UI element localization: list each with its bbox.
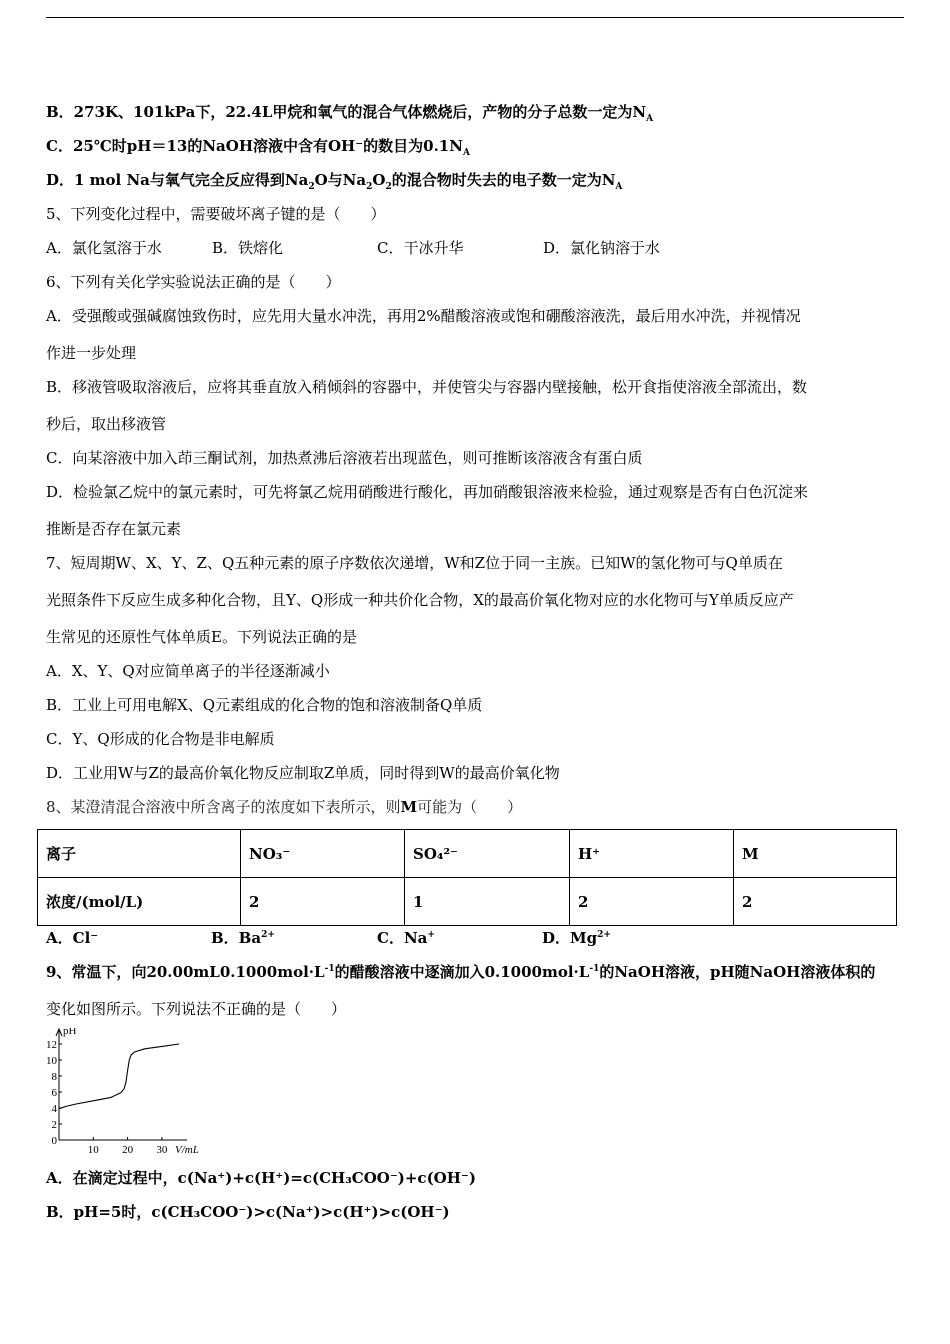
option-line: B．273K、101kPa下，22.4L甲烷和氧气的混合气体燃烧后，产物的分子总数一定为$N_A$	[46, 103, 654, 124]
q9-option-b: B．pH=5时，c(CH₃COO⁻)>c(Na⁺)>c(H⁺)>c(OH⁻)	[46, 1203, 450, 1221]
table-cell: 2	[241, 878, 405, 926]
y-tick-label: 0	[51, 1135, 57, 1147]
q7-option-a: A．X、Y、Q对应简单离子的半径逐渐减小	[46, 662, 330, 680]
q8-options	[46, 928, 611, 948]
q5-options	[46, 238, 660, 258]
question-5: 5、下列变化过程中，需要破坏离子键的是（ ）	[46, 205, 386, 223]
y-tick-label: 6	[51, 1087, 57, 1099]
q8-option-d: D．$Mg^{2+}$	[542, 929, 611, 947]
y-tick-label: 8	[51, 1071, 57, 1083]
q6-option-a-line2: 作进一步处理	[46, 344, 137, 362]
question-8: 8、某澄清混合溶液中所含离子的浓度如下表所示，则M可能为（ ）	[46, 798, 523, 816]
q8-option-c: C．Na+	[377, 929, 435, 947]
table-header-cell: 离子	[38, 830, 241, 878]
q8-option-b: B．$Ba^{2+}$	[211, 929, 275, 947]
x-tick-label: 10	[87, 1144, 99, 1156]
q6-option-b-line2: 秒后，取出移液管	[46, 415, 167, 433]
q5-option-c: C．干冰升华	[377, 239, 464, 257]
question-9-line1: 9、常温下，向$20.00mL0.1000mol\cdot L^{-1}$的醋酸溶液中逐滴加入$0.1000mol\cdot L^{-1}$的NaOH溶液，pH随NaOH溶液体积的	[46, 963, 876, 981]
q9-option-a: A．在滴定过程中，c(Na⁺)+c(H⁺)=c(CH₃COO⁻)+c(OH⁻)	[46, 1169, 476, 1187]
q6-option-d-line1: D．检验氯乙烷中的氯元素时，可先将氯乙烷用硝酸进行酸化，再加硝酸银溶液来检验，通过观察是否有白色沉淀来	[46, 483, 809, 501]
x-tick-label: 30	[156, 1144, 168, 1156]
table-row	[38, 830, 897, 878]
ion-table	[37, 829, 897, 926]
titration-curve-chart	[42, 1028, 202, 1160]
q5-option-b: B．铁熔化	[212, 239, 284, 257]
q6-option-a-line1: A．受强酸或强碱腐蚀致伤时，应先用大量水冲洗，再用2%醋酸溶液或饱和硼酸溶液洗，最后用水冲洗，并视情况	[46, 307, 801, 325]
q7-option-b: B．工业上可用电解X、Q元素组成的化合物的饱和溶液制备Q单质	[46, 696, 483, 714]
q5-option-d: D．氯化钠溶于水	[543, 239, 661, 257]
y-axis-label: pH	[63, 1028, 77, 1037]
q7-option-c: C．Y、Q形成的化合物是非电解质	[46, 730, 275, 748]
table-header-cell: M	[734, 830, 897, 878]
table-header-cell: NO₃⁻	[241, 830, 405, 878]
table-header-cell: H⁺	[570, 830, 734, 878]
header-rule	[46, 17, 904, 18]
q6-option-d-line2: 推断是否存在氯元素	[46, 520, 182, 538]
question-7-line1: 7、短周期W、X、Y、Z、Q五种元素的原子序数依次递增，W和Z位于同一主族。已知W的氢化物可与Q单质在	[46, 554, 783, 572]
table-row	[38, 878, 897, 926]
question-7-line2: 光照条件下反应生成多种化合物，且Y、Q形成一种共价化合物，X的最高价氧化物对应的水化物可与Y单质反应产	[46, 591, 794, 609]
option-line: C．25℃时pH＝13的NaOH溶液中含有OH⁻的数目为$0.1N_A$	[46, 137, 470, 158]
q5-option-a: A．氯化氢溶于水	[46, 239, 162, 257]
question-7-line3: 生常见的还原性气体单质E。下列说法正确的是	[46, 628, 357, 646]
y-tick-label: 12	[46, 1039, 57, 1051]
x-tick-label: 20	[122, 1144, 134, 1156]
q8-option-a: A．Cl⁻	[46, 929, 99, 947]
y-tick-label: 4	[51, 1103, 57, 1115]
table-cell: 浓度/(mol/L)	[38, 878, 241, 926]
x-axis-label: V/mL	[175, 1144, 199, 1156]
table-cell: 2	[734, 878, 897, 926]
q6-option-c: C．向某溶液中加入茚三酮试剂，加热煮沸后溶液若出现蓝色，则可推断该溶液含有蛋白质	[46, 449, 643, 467]
table-header-cell: SO₄²⁻	[405, 830, 570, 878]
q7-option-d: D．工业用W与Z的最高价氧化物反应制取Z单质，同时得到W的最高价氧化物	[46, 764, 560, 782]
question-9-line2: 变化如图所示。下列说法不正确的是（ ）	[46, 1000, 347, 1018]
table-cell: 2	[570, 878, 734, 926]
question-6: 6、下列有关化学实验说法正确的是（ ）	[46, 273, 341, 291]
y-tick-label: 2	[51, 1119, 57, 1131]
series-line	[59, 1044, 179, 1109]
q6-option-b-line1: B．移液管吸取溶液后，应将其垂直放入稍倾斜的容器中，并使管尖与容器内壁接触，松开食指使溶液全部流出，数	[46, 378, 808, 396]
option-line: D．1 mol Na与氧气完全反应得到$Na_2O$与$Na_2O_2$的混合物时失去的电子数一定为$N_A$	[46, 171, 623, 192]
y-tick-label: 10	[46, 1055, 57, 1067]
table-cell: 1	[405, 878, 570, 926]
